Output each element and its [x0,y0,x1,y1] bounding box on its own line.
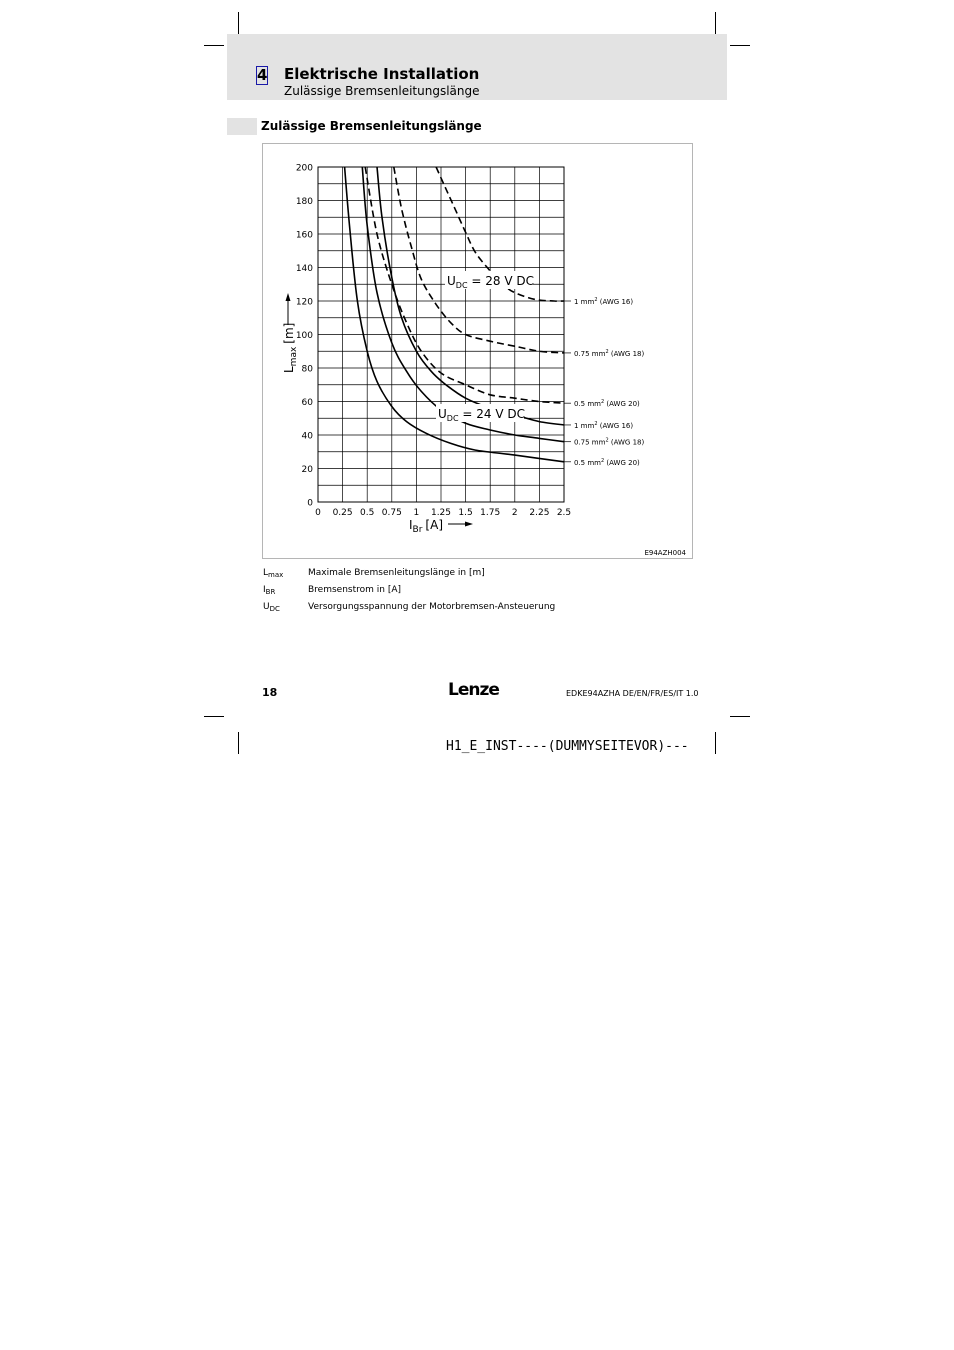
y-tick-label: 40 [301,431,313,442]
crop-mark [715,12,716,34]
x-tick-label: 2.25 [529,508,550,518]
x-axis-label: $I_{Br}$ [A] [409,518,443,535]
curve-label: 0.5 $mm^2$ (AWG 20) [574,457,640,467]
crop-mark [204,45,224,46]
chapter-title: Elektrische Installation [284,65,480,83]
y-tick-label: 120 [295,297,313,308]
crop-mark [238,732,239,754]
page-number: 18 [262,686,278,699]
y-tick-label: 20 [301,465,313,475]
crop-mark [238,12,239,34]
chapter-subtitle: Zulässige Bremsenleitungslänge [284,84,480,98]
x-tick-label: 2 [511,508,518,518]
y-tick-label: 0 [307,498,313,509]
brand-logo: Lenze [448,680,499,700]
legend-text: Versorgungsspannung der Motorbremsen-Ansteuerung [308,602,556,612]
legend-symbol: $I_{BR}$ [263,585,276,596]
svg-text:UDC = 28 V DC: $U_{DC} = 28$ V DC [447,274,534,290]
annotation-24v [436,404,525,423]
crop-mark [715,732,716,754]
y-axis-arrow [286,293,291,325]
chapter-number: 4 [257,66,268,84]
y-tick-label: 160 [295,230,313,241]
x-tick-label: 0.75 [381,508,402,518]
crop-mark [204,716,224,717]
x-tick-label: 1.75 [480,508,501,518]
y-tick-label: 100 [295,331,313,341]
curve-label: 0.5 $mm^2$ (AWG 20) [574,399,640,409]
x-tick-label: 0.25 [332,508,353,518]
y-tick-label: 60 [301,398,313,408]
y-tick-label: 80 [301,364,313,375]
y-tick-label: 200 [295,163,313,174]
annotation-28v [445,271,534,290]
svg-text:Lmax[m]: $L_{max}[m]$ [282,322,299,373]
x-tick-label: 2.5 [556,508,572,518]
legend-text: Maximale Bremsenleitungslänge in [m] [308,568,485,578]
document-id: EDKE94AZHA DE/EN/FR/ES/IT 1.0 [566,689,699,698]
x-tick-label: 1 [413,508,420,518]
section-marker [227,118,257,135]
x-tick-label: 0.5 [360,508,375,518]
crop-mark [730,45,750,46]
legend-symbol: $L_{max}$ [263,568,284,579]
x-tick-label: 1.25 [430,508,452,518]
section-title: Zulässige Bremsenleitungslänge [261,119,482,133]
curve-1 [394,167,564,353]
curve-label: 1 $mm^2$ (AWG 16) [574,297,634,306]
curve-label: 0.75 $mm^2$ (AWG 18) [574,348,645,358]
curve-label: 0.75 $mm^2$ (AWG 18) [574,437,645,447]
y-tick-label: 140 [295,264,313,274]
figure-id: E94AZH004 [644,549,686,557]
dummy-footer-text: H1_E_INST----(DUMMYSEITEVOR)--- [446,739,689,754]
y-tick-label: 180 [295,197,313,207]
x-axis-arrow [448,522,473,527]
legend-text: Bremsenstrom in [A] [308,585,402,595]
x-tick-label: 1.5 [458,508,473,518]
legend-symbol: $U_{DC}$ [263,602,280,613]
curve-label: 1 $mm^2$ (AWG 16) [574,420,634,430]
x-tick-label: 0 [315,508,321,518]
svg-text:UDC = 24 V DC: $U_{DC} = 24$ V DC [438,407,525,423]
brake-cable-length-chart [262,143,693,559]
crop-mark [730,716,750,717]
